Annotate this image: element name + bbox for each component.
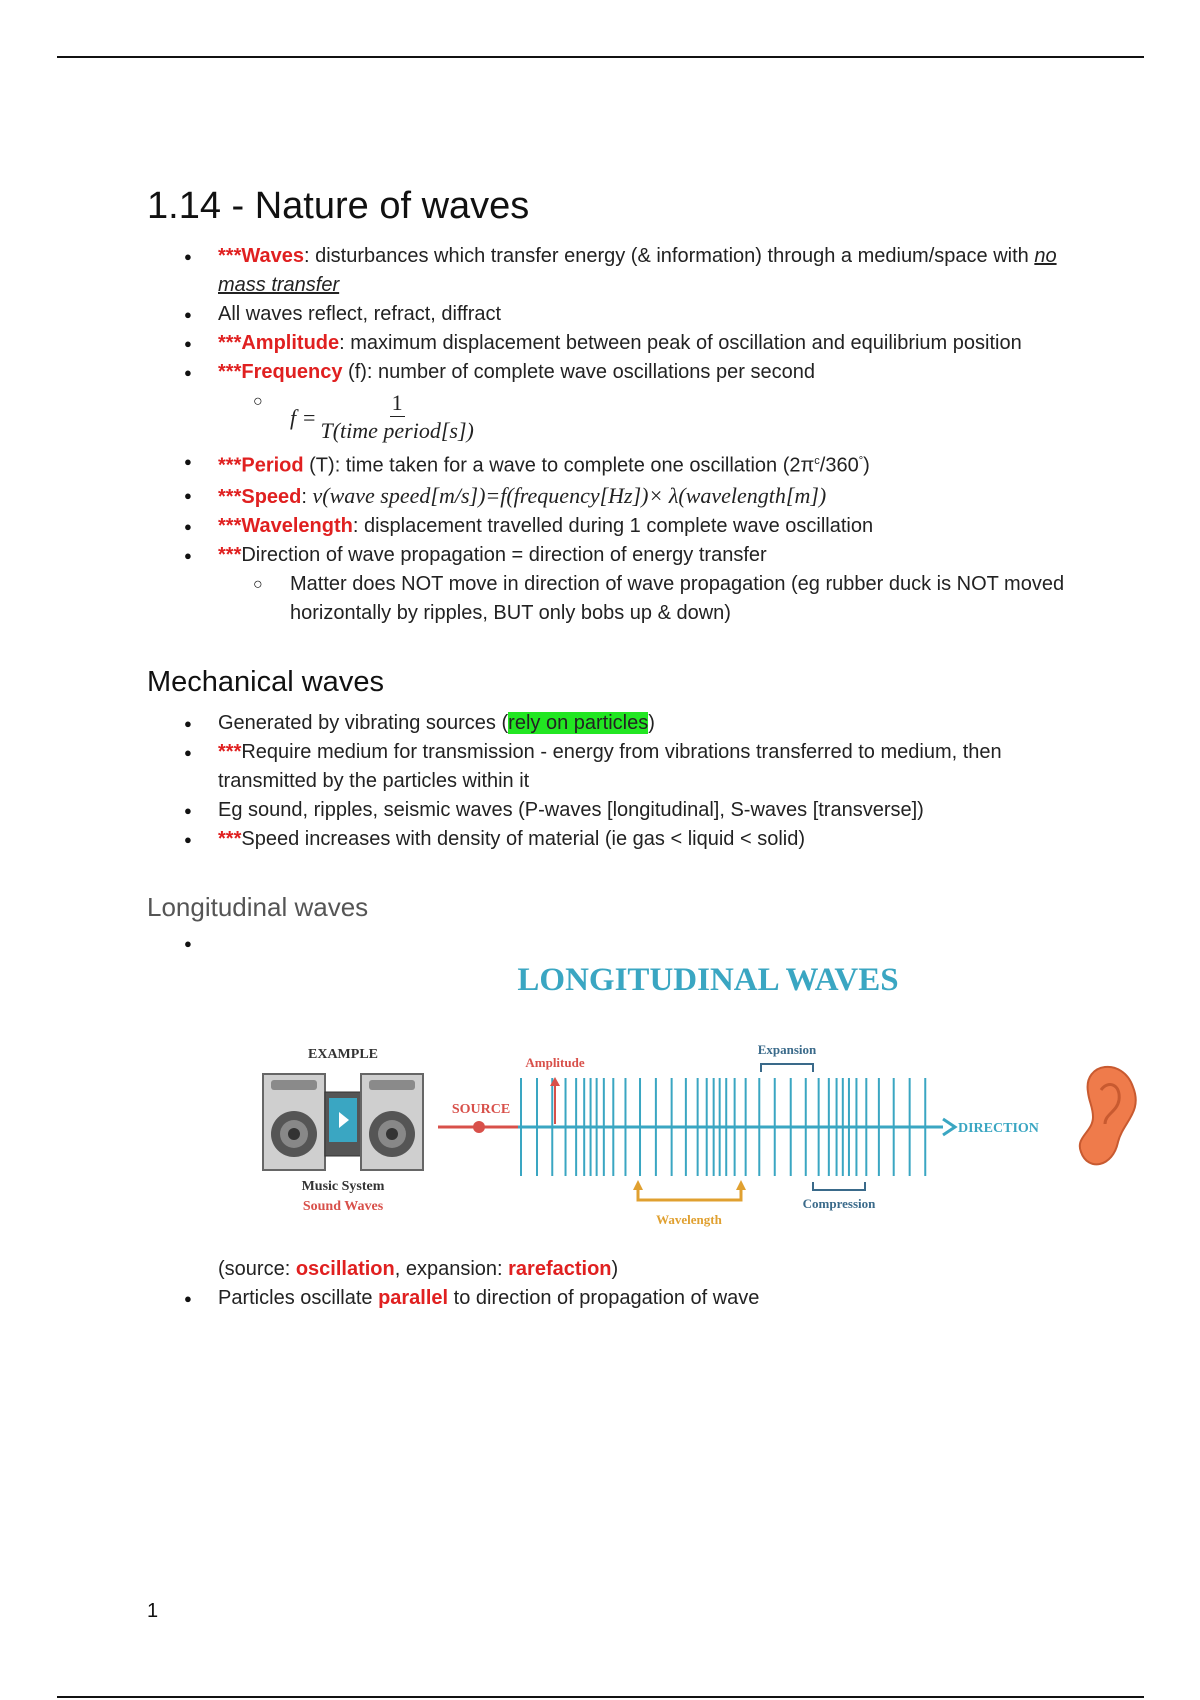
term-oscillation: oscillation: [295, 1257, 395, 1280]
source-dot: [473, 1121, 485, 1133]
longitudinal-heading: Longitudinal waves: [147, 891, 369, 922]
mechanical-heading: Mechanical waves: [147, 665, 384, 698]
ear-icon: [1080, 1067, 1136, 1164]
list-item-eg: [147, 796, 1067, 825]
diagram-example: EXAMPLE: [308, 1046, 378, 1062]
page-number: 1: [147, 1600, 159, 1622]
wavelength-bracket: [638, 1184, 741, 1200]
reflect-text: All waves reflect, refract, diffract: [218, 303, 502, 325]
expansion-bracket: [761, 1064, 813, 1072]
require-text: Require medium for transmission - energy from vibrations transferred to medium, then transmitted by the particles within it: [218, 740, 1002, 792]
diagram-caption: [218, 1255, 1067, 1284]
period-sup-c: c: [814, 455, 820, 467]
caption-pre: (source:: [218, 1257, 296, 1280]
direction-arrowhead: [943, 1119, 955, 1135]
eg-text: Eg sound, ripples, seismic waves (P-waves [longitudinal], S-waves [transverse]): [218, 798, 924, 821]
document-body: [147, 185, 1067, 1313]
speed-formula: v(wave speed[m/s])=f(frequency[Hz])× λ(wavelength[m]): [312, 482, 827, 508]
speaker-right: [361, 1074, 423, 1170]
speaker-left: [263, 1074, 325, 1170]
direction-text: Direction of wave propagation = direction of energy transfer: [241, 543, 767, 566]
formula-lhs: ○ f =: [290, 404, 317, 430]
list-item-period: [147, 447, 1067, 481]
term-wavelength: ***Wavelength: [218, 514, 353, 537]
list-item-particles: [147, 1284, 1067, 1313]
list-item-amplitude: [147, 329, 1067, 358]
bottom-rule: [57, 1696, 1144, 1698]
speed-colon: :: [301, 485, 313, 508]
term-rarefaction: rarefaction: [508, 1257, 612, 1280]
no-mass-transfer: no mass transfer: [218, 245, 1057, 296]
mechanical-list: [147, 709, 1067, 854]
term-speed: ***Speed: [218, 485, 302, 508]
label-expansion: Expansion: [757, 1041, 817, 1057]
generated-end: ): [648, 711, 655, 734]
highlight-rely: rely on particles: [508, 711, 649, 734]
list-item-frequency: [147, 358, 1067, 447]
matter-text: Matter does NOT move in direction of wave propagation (eg rubber duck is NOT moved horizontally by ripples, BUT only bobs up & down): [290, 572, 1065, 624]
amplitude-text: : maximum displacement between peak of oscillation and equilibrium position: [339, 332, 1022, 354]
formula-fraction: [320, 390, 473, 445]
caption-end: ): [611, 1257, 619, 1280]
formula-denominator: T(time period[s]): [320, 417, 474, 443]
list-item-generated: [147, 709, 1067, 738]
label-sound-waves: Sound Waves: [302, 1198, 384, 1214]
mech-speed-stars: ***: [218, 827, 242, 850]
label-source: SOURCE: [451, 1101, 511, 1117]
list-item-reflect: [147, 300, 1067, 329]
direction-stars: ***: [218, 543, 242, 566]
term-amplitude: ***Amplitude: [218, 332, 340, 354]
label-direction: DIRECTION: [958, 1120, 1039, 1136]
label-music-system: Music System: [301, 1178, 385, 1194]
term-parallel: parallel: [378, 1286, 449, 1309]
period-end: ): [863, 454, 870, 477]
particles-post: to direction of propagation of wave: [448, 1286, 760, 1309]
particles-pre: Particles oscillate: [218, 1286, 379, 1309]
period-sup-deg: °: [858, 455, 864, 467]
list-item-mech-speed: [147, 825, 1067, 854]
page-title: 1.14 - Nature of waves: [147, 185, 530, 227]
generated-text: Generated by vibrating sources (: [218, 711, 509, 734]
formula-numerator: 1: [391, 389, 403, 415]
direction-sublist: [218, 570, 1067, 628]
period-mid: /360: [819, 454, 859, 477]
period-text: (T): time taken for a wave to complete one oscillation (2π: [303, 454, 815, 477]
caption-mid: , expansion:: [394, 1257, 509, 1280]
longitudinal-list: [147, 929, 1067, 1313]
longitudinal-diagram: [253, 962, 1153, 1242]
term-frequency: ***Frequency: [218, 361, 343, 383]
list-item-diagram: [147, 929, 1067, 1284]
music-player-icon: [325, 1092, 361, 1156]
term-waves: ***Waves: [218, 245, 304, 267]
label-compression: Compression: [802, 1195, 876, 1211]
mech-speed-text: Speed increases with density of material (ie gas < liquid < solid): [241, 827, 805, 850]
frequency-formula: [217, 387, 1067, 447]
top-rule: [57, 56, 1144, 58]
waves-text: : disturbances which transfer energy (& information) through a medium/space with: [303, 245, 1035, 267]
frequency-sublist: [218, 387, 1067, 447]
list-item-waves: [147, 242, 1067, 300]
require-stars: ***: [218, 740, 242, 763]
compression-bracket: [813, 1182, 865, 1190]
matter-item: [217, 570, 1067, 628]
term-period: ***Period: [218, 454, 304, 477]
nature-list: [147, 242, 1067, 628]
wavelength-text: : displacement travelled during 1 complete wave oscillation: [352, 514, 874, 537]
list-item-require: [147, 738, 1067, 796]
list-item-wavelength: [147, 512, 1067, 541]
frequency-text: (f): number of complete wave oscillations per second: [342, 361, 815, 383]
diagram-title: ● LONGITUDINAL WAVES: [517, 961, 899, 998]
label-wavelength: Wavelength: [656, 1211, 722, 1227]
label-amplitude: Amplitude: [525, 1054, 585, 1070]
list-item-speed: [147, 481, 1067, 512]
list-item-direction: [147, 541, 1067, 628]
